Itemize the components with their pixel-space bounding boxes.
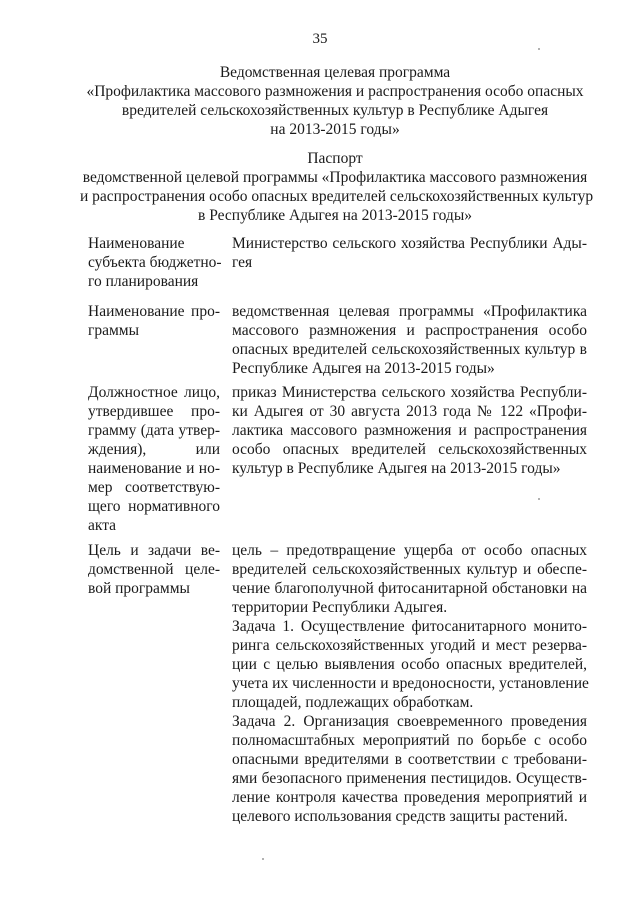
value-line: Задача 2. Организация своевременного проведения — [232, 713, 587, 730]
value-line: Республике Адыгея на 2013-2015 годы» — [232, 360, 495, 377]
passport-header — [80, 149, 594, 225]
value-line: целевого использования средств защиты растений. — [232, 808, 568, 825]
label-line: грамму (дата утвер- — [88, 422, 220, 439]
scan-speck — [538, 498, 540, 500]
scan-speck — [538, 48, 540, 50]
value-line: ки Адыгея от 30 августа 2013 года № 122 «Профи- — [232, 403, 587, 420]
passport-heading: Паспорт — [307, 150, 363, 167]
title-line: вредителей сельскохозяйственных культур в Республике Адыгея — [121, 102, 549, 119]
value-line: ции с целью выявления особо опасных вредителей, — [232, 656, 587, 673]
value-line: культур в Республике Адыгея на 2013-2015 годы» — [232, 460, 561, 477]
label-line: вой программы — [88, 580, 190, 597]
value-line: лактика массового размножения и распространения — [232, 422, 587, 439]
value-line: площадей, подлежащих обработкам. — [232, 694, 474, 711]
field-label — [88, 383, 220, 535]
label-line: Наименование про- — [88, 303, 220, 320]
value-line: учета их численности и вредоносности, установление — [232, 675, 589, 692]
value-line: гея — [232, 254, 253, 271]
title-line: «Профилактика массового размножения и распространения особо опасных — [86, 83, 584, 100]
value-line: чение благополучной фитосанитарной обстановки на — [232, 580, 587, 597]
value-line: Задача 1. Осуществление фитосанитарного монито- — [232, 618, 587, 635]
passport-subtitle-line: ведомственной целевой программы «Профилактика массового размножения — [82, 169, 588, 186]
label-line: щего нормативного — [88, 498, 220, 515]
label-line: субъекта бюджетно- — [88, 254, 222, 271]
label-line: ждения), или — [88, 441, 220, 458]
label-line: домственной целе- — [88, 561, 220, 578]
label-line: акта — [88, 517, 117, 534]
value-line: территории Республики Адыгея. — [232, 599, 448, 616]
field-value — [232, 541, 587, 826]
value-line: опасными вредителями в соответствии с требовани- — [232, 751, 587, 768]
value-line: ведомственная целевая программы «Профилактика — [232, 303, 587, 320]
value-line: вредителей сельскохозяйственных культур и обеспе- — [232, 561, 587, 578]
program-title — [80, 63, 590, 139]
label-line: Наименование — [88, 235, 185, 252]
value-line: опасных вредителей сельскохозяйственных культур в — [232, 341, 587, 358]
field-value — [232, 383, 587, 478]
value-line: полномасштабных мероприятий по борьбе с особо — [232, 732, 587, 749]
value-line: ринга сельскохозяйственных угодий и мест резерва- — [232, 637, 587, 654]
value-line: массового размножения и распространения особо — [232, 322, 587, 339]
title-line: на 2013-2015 годы» — [270, 121, 400, 138]
scan-speck — [262, 858, 264, 860]
label-line: мер соответствую- — [88, 479, 220, 496]
title-line: Ведомственная целевая программа — [219, 64, 451, 81]
field-value — [232, 302, 587, 378]
label-line: утвердившее про- — [88, 403, 220, 420]
value-line: ление контроля качества проведения мероприятий и — [232, 789, 587, 806]
label-line: Должностное лицо, — [88, 384, 220, 401]
passport-subtitle-line: в Республике Адыгея на 2013-2015 годы» — [198, 207, 472, 224]
label-line: го планирования — [88, 273, 199, 290]
value-line: приказ Министерства сельского хозяйства Республи- — [232, 384, 587, 401]
value-line: ями безопасного применения пестицидов. Осуществ- — [232, 770, 587, 787]
page-number: 35 — [312, 31, 328, 47]
label-line: граммы — [88, 322, 140, 339]
field-value — [232, 234, 587, 272]
value-line: Министерство сельского хозяйства Республики Ады- — [232, 235, 587, 252]
value-line: особо опасных вредителей сельскохозяйственных — [232, 441, 587, 458]
field-label — [88, 302, 220, 340]
field-label — [88, 234, 220, 291]
passport-subtitle-line: и распространения особо опасных вредителей сельскохозяйственных культур — [80, 188, 594, 205]
label-line: наименование и но- — [88, 460, 220, 477]
value-line: цель – предотвращение ущерба от особо опасных — [232, 542, 587, 559]
field-label — [88, 541, 220, 598]
label-line: Цель и задачи ве- — [88, 542, 220, 559]
